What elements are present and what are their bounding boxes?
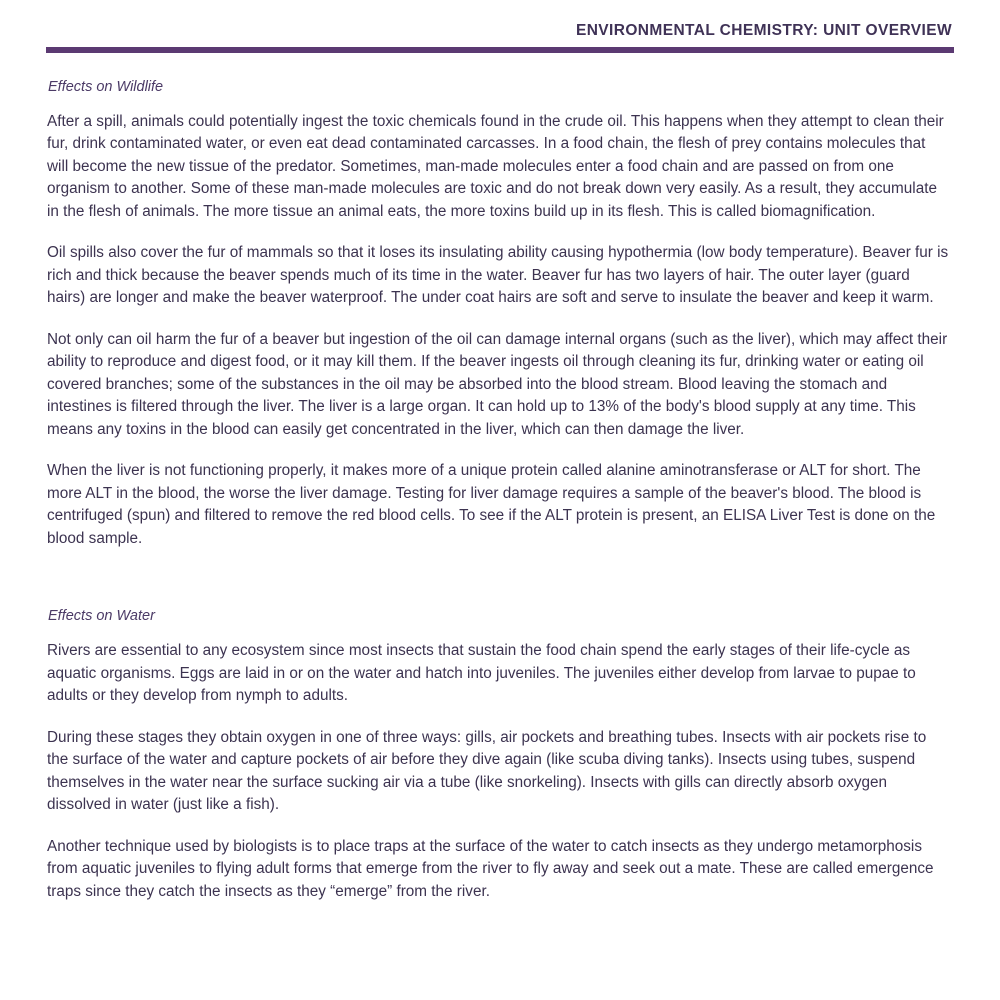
section-heading-water: Effects on Water [48,608,155,625]
section-heading-wildlife: Effects on Wildlife [48,79,164,95]
paragraph: After a spill, animals could potentially ingest the toxic chemicals found in the crude oil. This happens when they attempt to clean their fur, drink contaminated water, or even eat dead contaminated carcasses. In a food chain, the flesh of prey contains molecules that will become the new tissue of the predator. Sometimes, man-made molecules enter a food chain and are passed on from one organism to another. Some of these man-made molecules are toxic and do not break down very easily. As a result, they accumulate in the flesh of animals. The more tissue an animal eats, the more toxins build up in its flesh. This is called biomagnification. [47,113,944,220]
section-wildlife [46,79,954,550]
paragraph: Not only can oil harm the fur of a beaver but ingestion of the oil can damage internal organs (such as the liver), which may affect their ability to reproduce and digest food, or it may kill them. If the beaver ingests oil through cleaning its fur, drinking water or eating oil covered branches; some of the substances in the oil may be absorbed into the blood stream. Blood leaving the stomach and intestines is filtered through the liver. The liver is a large organ. It can hold up to 13% of the body's blood supply at any time. This means any toxins in the blood can easily get concentrated in the liver, which can then damage the liver. [47,330,948,438]
paragraph: Rivers are essential to any ecosystem since most insects that sustain the food chain spend the early stages of their life-cycle as aquatic organisms. Eggs are laid in or on the water and hatch into juveniles. The juveniles either develop from larvae to pupae to adults or they develop from nymph to adults. [47,642,916,705]
section-water [46,608,954,903]
header-divider [46,47,954,53]
paragraph: When the liver is not functioning properly, it makes more of a unique protein called alanine aminotransferase or ALT for short. The more ALT in the blood, the worse the liver damage. Testing for liver damage requires a sample of the beaver's blood. The blood is centrifuged (spun) and filtered to remove the red blood cells. To see if the ALT protein is present, an ELISA Liver Test is done on the blood sample. [47,462,936,547]
paragraph: Another technique used by biologists is to place traps at the surface of the water to catch insects as they undergo metamorphosis from aquatic juveniles to flying adult forms that emerge from the river to fly away and seek out a mate. These are called emergence traps since they catch the insects as they “emerge” from the river. [47,837,934,900]
page-header-title: ENVIRONMENTAL CHEMISTRY: UNIT OVERVIEW [575,22,952,39]
paragraph: During these stages they obtain oxygen in one of three ways: gills, air pockets and breathing tubes. Insects with air pockets rise to the surface of the water and capture pockets of air before they dive again (like scuba diving tanks). Insects using tubes, suspend themselves in the water near the surface sucking air via a tube (like snorkeling). Insects with gills can directly absorb oxygen dissolved in water (just like a fish). [47,728,927,814]
paragraph: Oil spills also cover the fur of mammals so that it loses its insulating ability causing hypothermia (low body temperature). Beaver fur is rich and thick because the beaver spends much of its time in the water. Beaver fur has two layers of hair. The outer layer (guard hairs) are longer and make the beaver waterproof. The under coat hairs are soft and serve to insulate the beaver and keep it warm. [47,244,949,307]
